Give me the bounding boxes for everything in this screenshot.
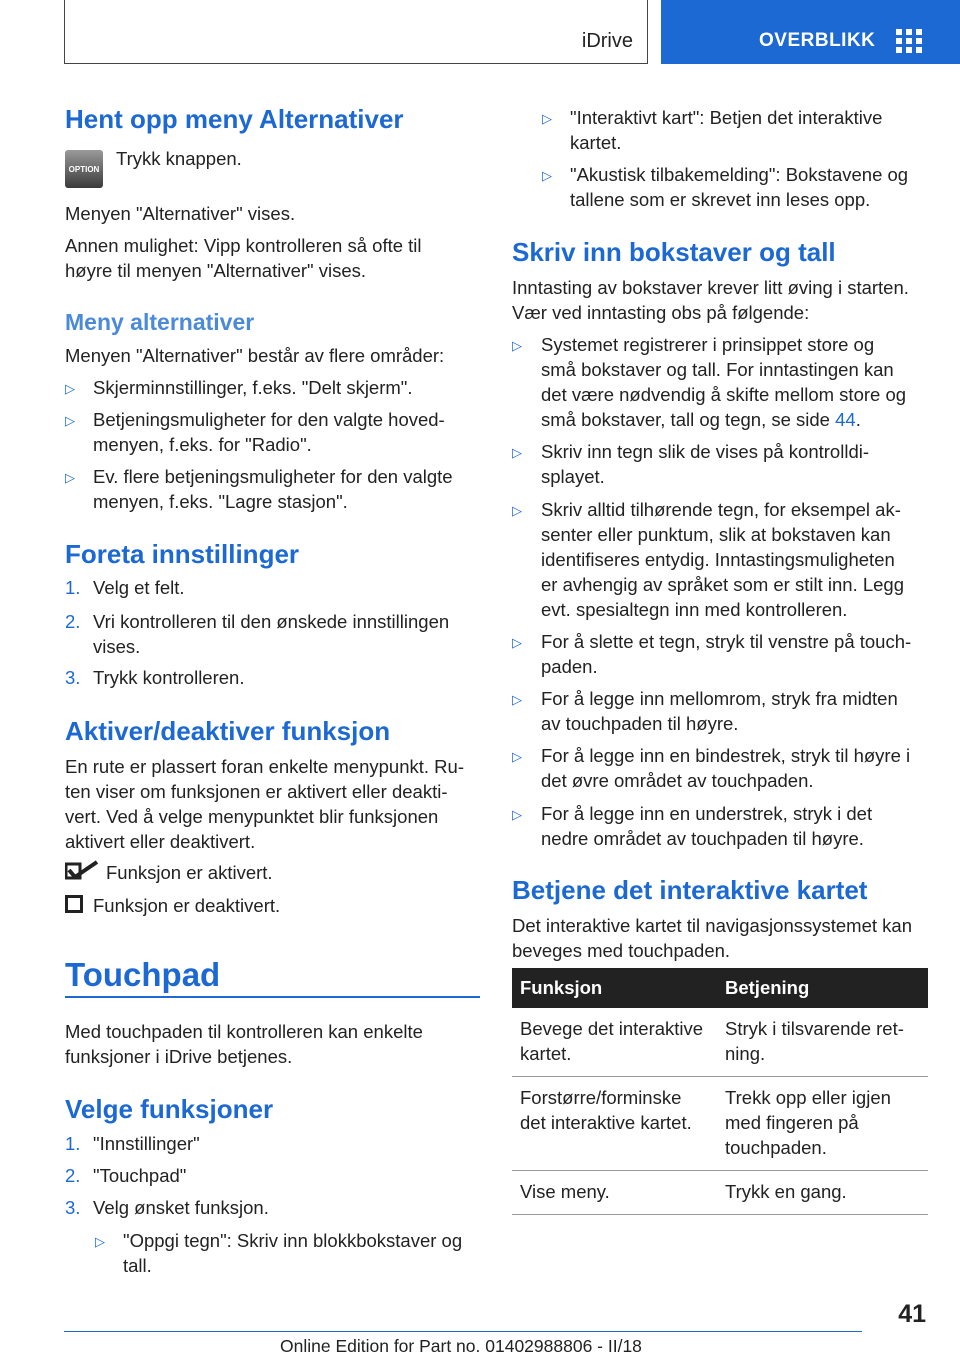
table-row bbox=[512, 1008, 928, 1077]
bullet-triangle-icon: ▷ bbox=[65, 413, 75, 428]
list-item: For å legge inn en understrek, stryk i det nedre området av touchpaden til høyre. bbox=[541, 803, 873, 849]
step-number: 1. bbox=[65, 1133, 81, 1154]
bullet-triangle-icon: ▷ bbox=[512, 749, 522, 764]
list-item: Systemet registrerer i prinsippet store og små bokstaver og tall. For inntastingen kan det være nødvendig å skifte mellom store og små bokstaver, tall og tegn, se side 44. bbox=[541, 334, 907, 430]
heading-touchpad: Touchpad bbox=[65, 956, 221, 993]
heading-meny-alternativer: Meny alternativer bbox=[65, 309, 255, 335]
list-item: "Oppgi tegn": Skriv inn blokkbokstaver og tall. bbox=[123, 1230, 463, 1276]
table-cell: Stryk i tilsvarende ret- ning. bbox=[717, 1008, 928, 1077]
table-cell: Trykk en gang. bbox=[717, 1171, 928, 1215]
heading-hent-opp-meny: Hent opp meny Alternativer bbox=[65, 104, 404, 134]
step-text: Vri kontrolleren til den ønskede innstillingen vises. bbox=[93, 611, 450, 657]
table-cell: Vise meny. bbox=[512, 1171, 717, 1215]
bullet-triangle-icon: ▷ bbox=[512, 692, 522, 707]
bullet-triangle-icon: ▷ bbox=[512, 503, 522, 518]
table-row bbox=[512, 1171, 928, 1215]
list-item: For å slette et tegn, stryk til venstre på touch- paden. bbox=[541, 631, 912, 677]
table-header-row bbox=[512, 968, 928, 1008]
list-item: "Interaktivt kart": Betjen det interaktive kartet. bbox=[570, 107, 883, 153]
step-number: 2. bbox=[65, 611, 81, 632]
header-section-box bbox=[64, 0, 648, 64]
page-number: 41 bbox=[898, 1300, 926, 1328]
footer-edition: Online Edition for Part no. 01402988806 - II/18 bbox=[280, 1336, 642, 1356]
alternative-text-1: Annen mulighet: Vipp kontrolleren så ofte til bbox=[65, 235, 422, 256]
bullet-triangle-icon: ▷ bbox=[512, 635, 522, 650]
option-button-icon: OPTION bbox=[65, 150, 103, 188]
touchpad-paragraph: Med touchpaden til kontrolleren kan enkelte funksjoner i iDrive betjenes. bbox=[65, 1021, 423, 1067]
step-number: 3. bbox=[65, 667, 81, 688]
aktivert-text: Funksjon er aktivert. bbox=[106, 862, 273, 883]
press-button-text: Trykk knappen. bbox=[116, 148, 242, 169]
step-text: Velg ønsket funksjon. bbox=[93, 1197, 269, 1218]
bullet-triangle-icon: ▷ bbox=[65, 470, 75, 485]
list-item: Betjeningsmuligheter for den valgte hoved- menyen, f.eks. for "Radio". bbox=[93, 409, 445, 455]
skriv-intro: Inntasting av bokstaver krever litt øving i starten. Vær ved inntasting obs på følgende: bbox=[512, 277, 909, 323]
meny-intro: Menyen "Alternativer" består av flere områder: bbox=[65, 345, 445, 366]
list-item: Skjerminnstillinger, f.eks. "Delt skjerm". bbox=[93, 377, 413, 398]
bullet-triangle-icon: ▷ bbox=[542, 111, 552, 126]
header-section-label: iDrive bbox=[581, 30, 633, 52]
heading-aktiver-deaktiver: Aktiver/deaktiver funksjon bbox=[65, 716, 391, 746]
aktiver-paragraph: En rute er plassert foran enkelte menypunkt. Ru- ten viser om funksjonen er aktivert eller deakti- vert. Ved å velge menypunktet blir funksjonen aktivert eller deaktivert. bbox=[65, 756, 464, 852]
bullet-triangle-icon: ▷ bbox=[542, 168, 552, 183]
unchecked-box-icon bbox=[65, 895, 83, 913]
list-item: Skriv inn tegn slik de vises på kontrolldi- splayet. bbox=[541, 441, 870, 487]
heading-betjene-kartet: Betjene det interaktive kartet bbox=[512, 875, 868, 905]
step-text: Velg et felt. bbox=[93, 577, 185, 598]
bullet-triangle-icon: ▷ bbox=[95, 1234, 105, 1249]
alternative-text-2: høyre til menyen "Alternativer" vises. bbox=[65, 260, 367, 281]
heading-foreta-innstillinger: Foreta innstillinger bbox=[65, 539, 300, 569]
step-number: 1. bbox=[65, 577, 81, 598]
bullet-triangle-icon: ▷ bbox=[65, 381, 75, 396]
heading-velge-funksjoner: Velge funksjoner bbox=[65, 1094, 274, 1124]
deaktivert-text: Funksjon er deaktivert. bbox=[93, 895, 281, 916]
heading-skriv-inn: Skriv inn bokstaver og tall bbox=[512, 237, 836, 267]
touchpad-heading-rule bbox=[65, 996, 480, 998]
bullet-triangle-icon: ▷ bbox=[512, 338, 522, 353]
bullet-triangle-icon: ▷ bbox=[512, 807, 522, 822]
list-item: Ev. flere betjeningsmuligheter for den valgte menyen, f.eks. "Lagre stasjon". bbox=[93, 466, 453, 512]
table-header-funksjon: Funksjon bbox=[512, 968, 717, 1008]
list-item: "Akustisk tilbakemelding": Bokstavene og tallene som er skrevet inn leses opp. bbox=[570, 164, 909, 210]
page-link[interactable]: 44 bbox=[835, 409, 856, 430]
step-text: "Touchpad" bbox=[93, 1165, 187, 1186]
header-chapter-label: OVERBLIKK bbox=[759, 30, 876, 51]
bullet-triangle-icon: ▷ bbox=[512, 445, 522, 460]
table-cell: Bevege det interaktive kartet. bbox=[512, 1008, 717, 1077]
table-row bbox=[512, 1077, 928, 1171]
table-cell: Forstørre/forminske det interaktive kartet. bbox=[512, 1077, 717, 1171]
betjene-intro: Det interaktive kartet til navigasjonssystemet kan beveges med touchpaden. bbox=[512, 915, 912, 961]
footer-rule bbox=[64, 1331, 862, 1332]
map-controls-table bbox=[512, 968, 928, 1215]
checked-box-icon bbox=[65, 860, 99, 882]
step-number: 2. bbox=[65, 1165, 81, 1186]
grid-icon bbox=[896, 29, 922, 53]
step-text: Trykk kontrolleren. bbox=[93, 667, 245, 688]
menu-shown-text: Menyen "Alternativer" vises. bbox=[65, 203, 296, 224]
step-text: "Innstillinger" bbox=[93, 1133, 200, 1154]
header-chapter-tab[interactable] bbox=[661, 0, 960, 64]
list-item: Skriv alltid tilhørende tegn, for eksempel ak- senter eller punktum, slik at bokstaven kan identifiseres entydig. Inntastingsmuligheten er avhengig av språket som er stilt inn. Legg evt. spesialtegn inn med kontrolleren. bbox=[541, 499, 904, 620]
table-header-betjening: Betjening bbox=[717, 968, 928, 1008]
list-item: For å legge inn mellomrom, stryk fra midten av touchpaden til høyre. bbox=[541, 688, 898, 734]
list-item: For å legge inn en bindestrek, stryk til høyre i det øvre området av touchpaden. bbox=[541, 745, 911, 791]
table-cell: Trekk opp eller igjen med fingeren på touchpaden. bbox=[717, 1077, 928, 1171]
step-number: 3. bbox=[65, 1197, 81, 1218]
